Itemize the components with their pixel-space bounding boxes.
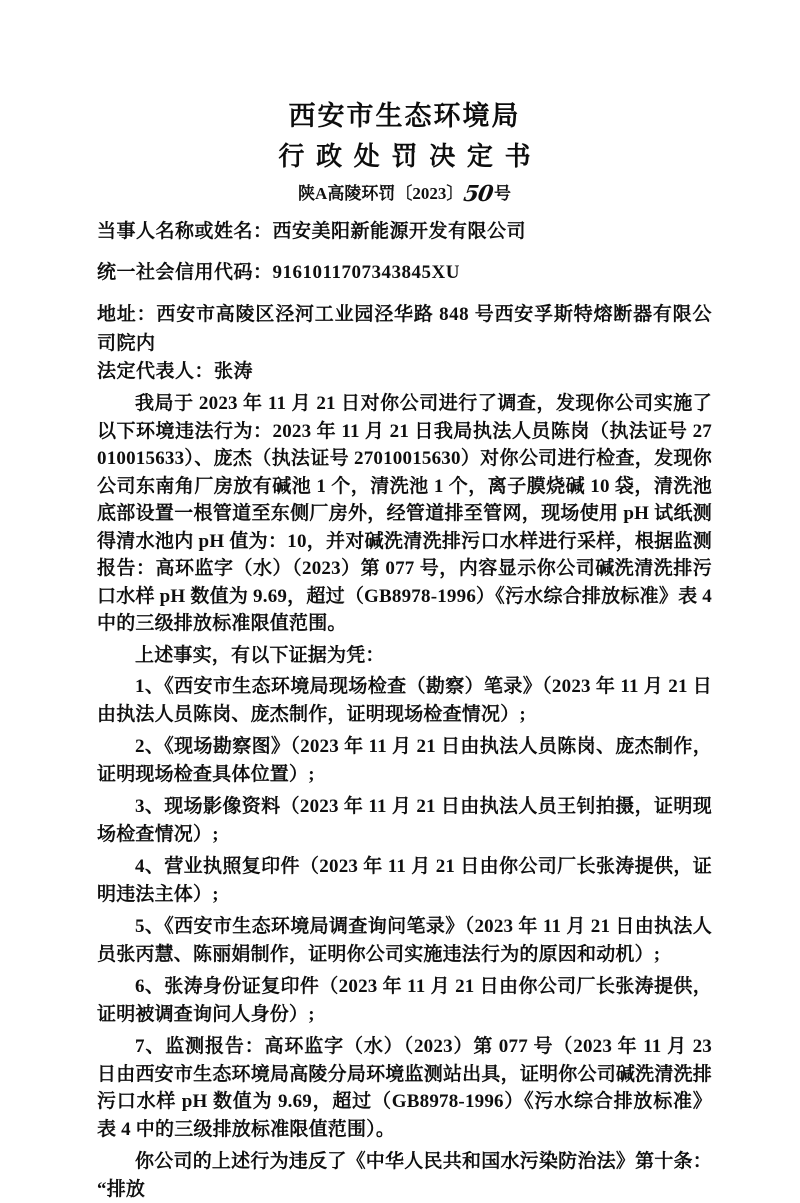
credit-code-line (97, 258, 712, 287)
document-number-handwritten: 50 (462, 181, 495, 207)
evidence-item-5: 5、《西安市生态环境局调查询问笔录》（2023 年 11 月 21 日由执法人员张丙慧、陈丽娟制作，证明你公司实施违法行为的原因和动机）; (97, 916, 712, 965)
legal-rep-label: 法定代表人： (97, 361, 215, 382)
document-type-title: 行政处罚决定书 (278, 141, 543, 171)
evidence-item-7: 7、监测报告：高环监字（水）（2023）第 077 号（2023 年 11 月 23 日由西安市生态环境局高陵分局环境监测站出具，证明你公司碱洗清洗排污口水样 pH 数值为 9.69，超过（GB8978-1996）《污水综合排放标准》表 4 中的三级排放标准限值范围）。 (97, 1036, 712, 1140)
document-number-suffix: 号 (493, 184, 511, 203)
credit-code-label: 统一社会信用代码： (97, 262, 273, 283)
document-number (97, 180, 712, 208)
address-value: 西安市高陵区泾河工业园泾华路 848 号西安孚斯特熔断器有限公司院内 (97, 304, 712, 354)
address-label: 地址： (97, 304, 157, 325)
address-line (97, 300, 712, 358)
document-number-prefix: 陕A高陵环罚〔2023〕 (298, 184, 464, 203)
legal-rep-value: 张涛 (214, 361, 254, 382)
evidence-intro: 上述事实，有以下证据为凭： (135, 644, 385, 666)
evidence-item-2: 2、《现场勘察图》（2023 年 11 月 21 日由执法人员陈岗、庞杰制作，证明现场检查具体位置）; (97, 736, 712, 785)
document-agency-title: 西安市生态环境局 (288, 101, 521, 131)
legal-rep-line (97, 358, 712, 385)
evidence-item-4: 4、营业执照复印件（2023 年 11 月 21 日由你公司厂长张涛提供，证明违法主体）; (97, 856, 712, 905)
credit-code-value: 9161011707343845XU (272, 262, 460, 283)
evidence-item-6: 6、张涛身份证复印件（2023 年 11 月 21 日由你公司厂长张涛提供，证明被调查询问人身份）; (97, 976, 712, 1025)
party-info-block (97, 218, 712, 385)
party-name-line (97, 218, 712, 245)
party-name-label: 当事人名称或姓名： (97, 221, 273, 242)
investigation-paragraph: 我局于 2023 年 11 月 21 日对你公司进行了调查，发现你公司实施了以下环境违法行为：2023 年 11 月 21 日我局执法人员陈岗（执法证号 27010015633）、庞杰（执法证号 27010015630）对你公司进行检查，发现你公司东南角厂房放有碱池 1 个，清洗池 1 个，离子膜烧碱 10 袋，清洗池底部设置一根管道至东侧厂房外，经管道排至管网，现场使用 pH 试纸测得清水池内 pH 值为：10，并对碱洗清洗排污口水样进行采样，根据监测报告：高环监字（水）（2023）第 077 号，内容显示你公司碱洗清洗排污口水样 pH 数值为 9.69，超过（GB8978-1996）《污水综合排放标准》表 4 中的三级排放标准限值范围。 (97, 393, 712, 634)
violation-paragraph: 你公司的上述行为违反了《中华人民共和国水污染防治法》第十条：“排放 (97, 1151, 712, 1200)
evidence-item-1: 1、《西安市生态环境局现场检查（勘察）笔录》（2023 年 11 月 21 日由执法人员陈岗、庞杰制作，证明现场检查情况）; (97, 676, 712, 725)
evidence-item-3: 3、现场影像资料（2023 年 11 月 21 日由执法人员王钊拍摄，证明现场检查情况）; (97, 796, 712, 845)
document-body (97, 390, 712, 1203)
party-name-value: 西安美阳新能源开发有限公司 (272, 221, 527, 242)
